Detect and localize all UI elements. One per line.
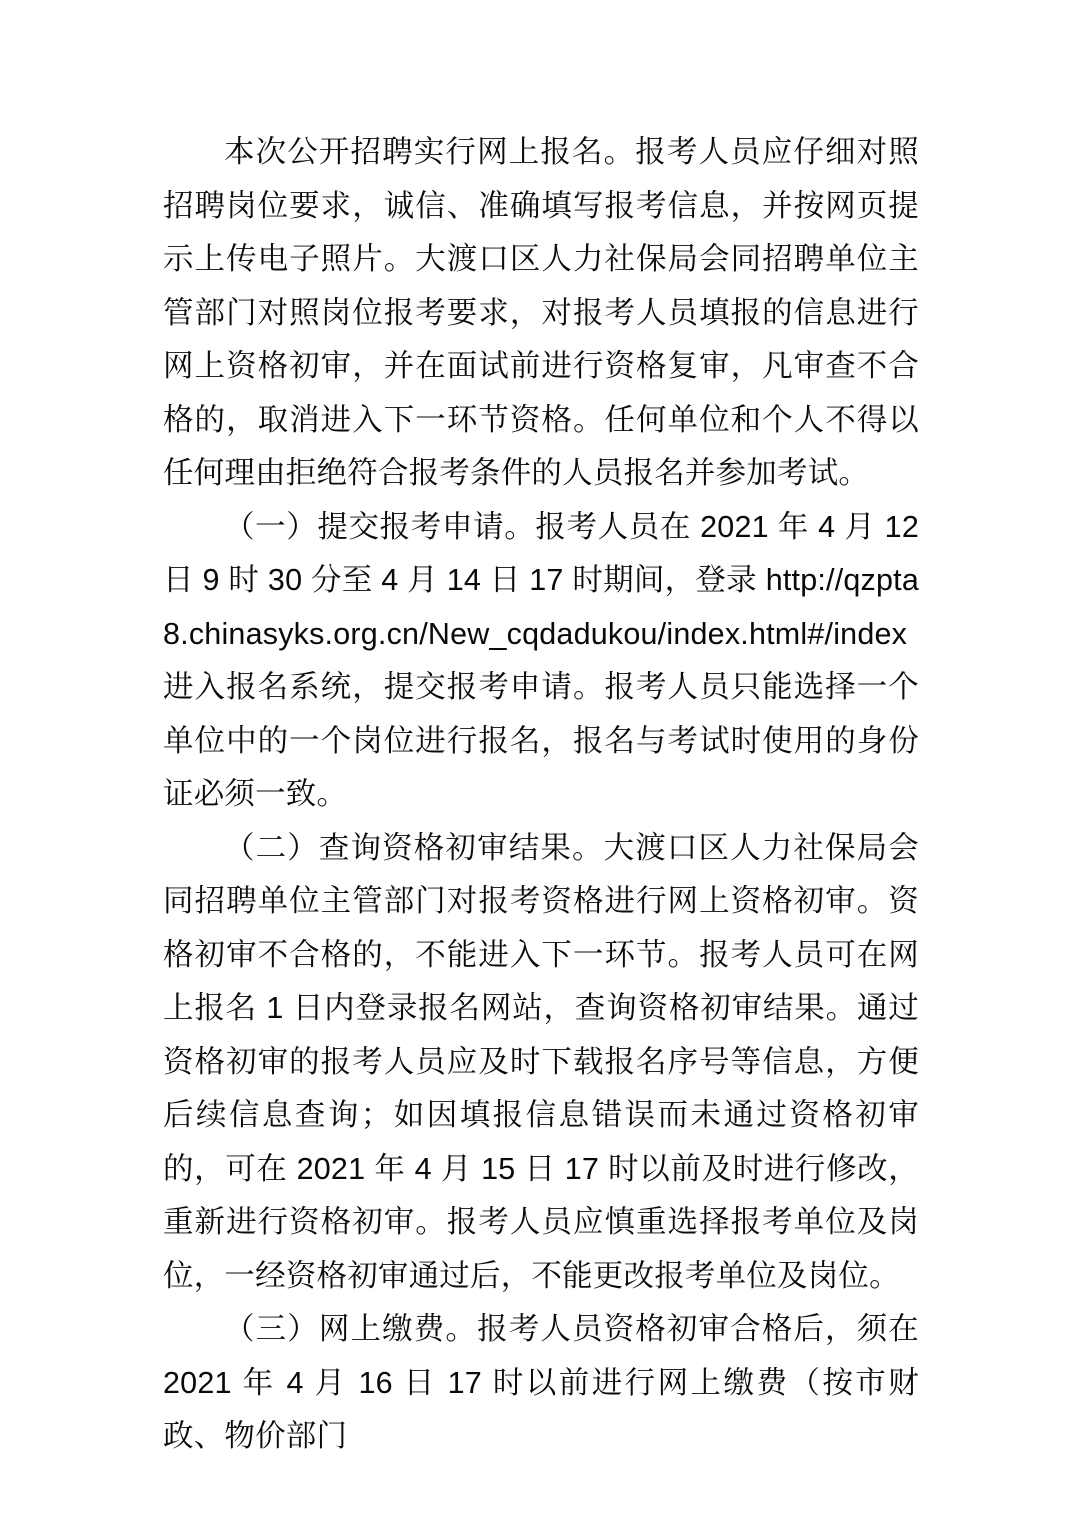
paragraph-online-payment: （三）网上缴费。报考人员资格初审合格后，须在 2021 年 4 月 16 日 17 时以前进行网上缴费（按市财政、物价部门	[163, 1312, 919, 1453]
paragraph-query-review-result: （二）查询资格初审结果。大渡口区人力社保局会同招聘单位主管部门对报考资格进行网上资格初审。资格初审不合格的，不能进入下一环节。报考人员可在网上报名 1 日内登录报名网站，查询资格初审结果。通过资格初审的报考人员应及时下载报名序号等信息，方便后续信息查询；如因填报信息错误而未通过资格初审的，可在 2021 年 4 月 15 日 17 时以前及时进行修改，重新进行资格初审。报考人员应慎重选择报考单位及岗位，一经资格初审通过后，不能更改报考单位及岗位。	[163, 830, 919, 1293]
paragraph-submit-application: （一）提交报考申请。报考人员在 2021 年 4 月 12 日 9 时 30 分至 4 月 14 日 17 时期间，登录 http://qzpta8.chinasyks.org.cn/New_cqdadukou/index.html#/index 进入报名系统，提交报考申请。报考人员只能选择一个单位中的一个岗位进行报名，报名与考试时使用的身份证必须一致。	[163, 509, 919, 811]
document-body	[163, 126, 919, 1464]
paragraph-online-registration: 本次公开招聘实行网上报名。报考人员应仔细对照招聘岗位要求，诚信、准确填写报考信息，并按网页提示上传电子照片。大渡口区人力社保局会同招聘单位主管部门对照岗位报考要求，对报考人员填报的信息进行网上资格初审，并在面试前进行资格复审，凡审查不合格的，取消进入下一环节资格。任何单位和个人不得以任何理由拒绝符合报考条件的人员报名并参加考试。	[163, 135, 919, 490]
